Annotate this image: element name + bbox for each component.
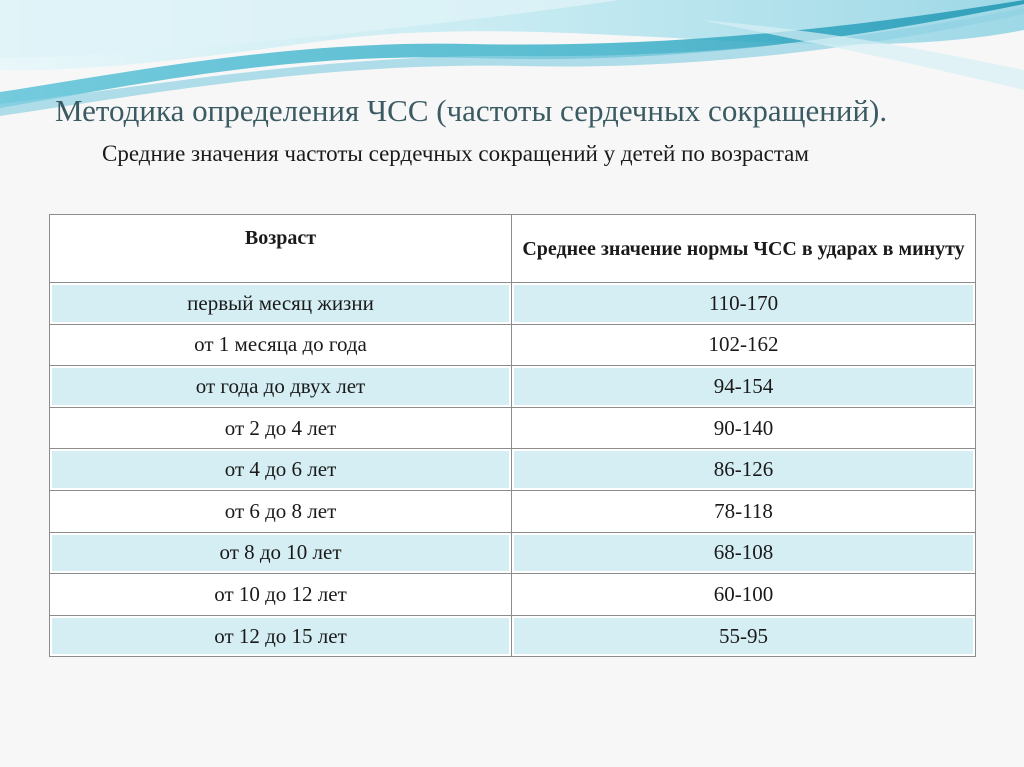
- value-cell: 78-118: [512, 490, 976, 532]
- value-cell: 94-154: [512, 366, 976, 408]
- table-row: [50, 490, 976, 532]
- value-cell: 68-108: [512, 532, 976, 574]
- slide-title: Методика определения ЧСС (частоты сердечных сокращений).: [55, 93, 888, 128]
- table-row: [50, 324, 976, 366]
- age-cell: от 12 до 15 лет: [50, 615, 512, 657]
- value-cell: 102-162: [512, 324, 976, 366]
- age-cell: первый месяц жизни: [50, 283, 512, 325]
- table-row: [50, 615, 976, 657]
- age-cell: от 6 до 8 лет: [50, 490, 512, 532]
- age-cell: от 10 до 12 лет: [50, 574, 512, 616]
- table-header-row: [50, 215, 976, 283]
- age-cell: от 1 месяца до года: [50, 324, 512, 366]
- value-cell: 90-140: [512, 407, 976, 449]
- heart-rate-table: [49, 214, 976, 657]
- age-cell: от года до двух лет: [50, 366, 512, 408]
- value-cell: 86-126: [512, 449, 976, 491]
- value-cell: 110-170: [512, 283, 976, 325]
- table-row: [50, 283, 976, 325]
- table-row: [50, 532, 976, 574]
- header-average-value: Среднее значение нормы ЧСС в ударах в минуту: [512, 215, 976, 283]
- table-row: [50, 407, 976, 449]
- table-row: [50, 574, 976, 616]
- value-cell: 60-100: [512, 574, 976, 616]
- age-cell: от 4 до 6 лет: [50, 449, 512, 491]
- age-cell: от 2 до 4 лет: [50, 407, 512, 449]
- slide-subtitle: Средние значения частоты сердечных сокращений у детей по возрастам: [102, 141, 809, 166]
- table-row: [50, 449, 976, 491]
- value-cell: 55-95: [512, 615, 976, 657]
- table-row: [50, 366, 976, 408]
- age-cell: от 8 до 10 лет: [50, 532, 512, 574]
- header-age: Возраст: [50, 215, 512, 283]
